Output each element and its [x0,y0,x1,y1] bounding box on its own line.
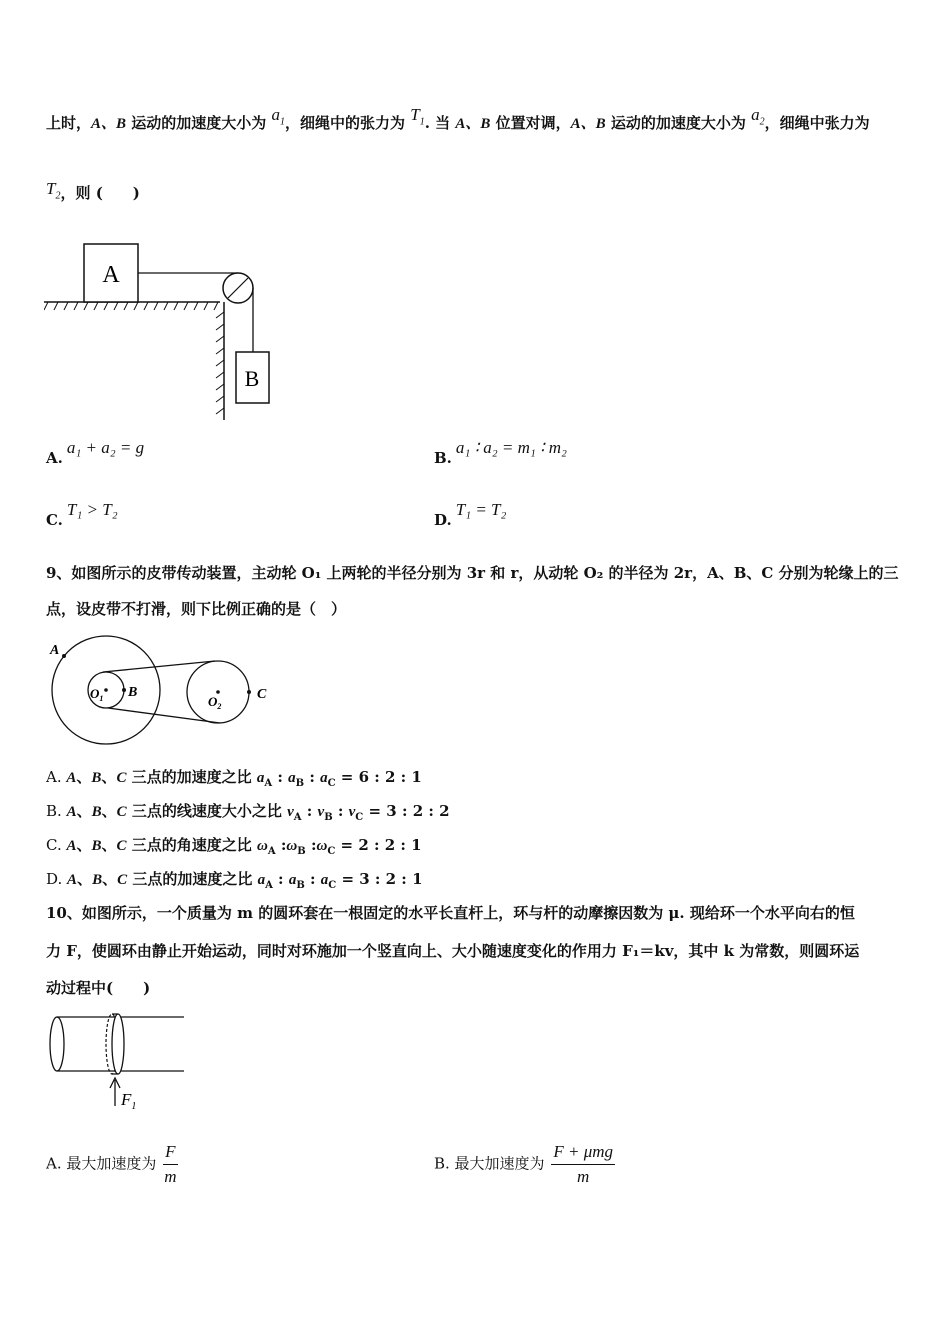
q8-option-d[interactable]: D.T₁ = T₂ [434,500,507,529]
q9-option-a-text: A、B、C 三点的加速度之比 $a_A$ : $a_B$ : $a_C = 6$ : 2 : 1 [66,768,422,789]
o2-label: $O_2$ [208,694,222,711]
q10-option-a[interactable]: A. 最大加速度为 $\frac{F}{m}$ [46,1142,177,1186]
q10-stem-line-3: 动过程中( ) [46,979,151,997]
q9-option-c[interactable]: C. A、B、C 三点的角速度之比 $\omega_A$ $:\omega_B$ $:\omega_C = 2$ : 2 : 1 [46,836,422,857]
q10-option-a-fraction: $\frac{F}{m}$ [164,1142,177,1186]
block-a-label: A [102,262,120,288]
q10-ring-rod-figure [44,1008,194,1118]
point-c-label: C [257,687,267,702]
q9-belt-drive-figure [44,632,284,752]
q10-option-b[interactable]: B. 最大加速度为 $\frac{\text{F + μmg}}{m}$ [434,1142,614,1186]
q10-stem-line-2: 力 F，使圆环由静止开始运动，同时对环施加一个竖直向上、大小随速度变化的作用力 F₁＝kv，其中 k 为常数，则圆环运 [46,942,860,960]
ring-front [112,1014,124,1074]
block-b-label: B [244,366,260,391]
q8-option-a[interactable]: A.a₁ + a₂ = g [46,438,145,467]
belt-top [103,661,215,672]
q9-option-d[interactable]: D. A、B、C 三点的加速度之比 $a_A$ : $a_B$ : $a_C = 3$ : 2 : 1 [46,870,423,891]
belt-bottom [108,708,220,723]
q9-stem-line-2: 点，设皮带不打滑，则下比例正确的是（ ） [46,600,347,618]
point-a-label: A [50,643,60,658]
q10-stem-line-1: 10、如图所示，一个质量为 m 的圆环套在一根固定的水平长直杆上，环与杆的动摩擦因数为 μ. 现给环一个水平向右的恒 [46,904,855,922]
q8-option-b[interactable]: B.a₁ ∶ a₂ = m₁ ∶ m₂ [434,438,567,467]
q9-stem-line-1: 9、如图所示的皮带传动装置，主动轮 O₁ 上两轮的半径分别为 3r 和 r，从动轮 O₂ 的半径为 2r，A、B、C 分别为轮缘上的三 [46,564,899,582]
force-label: $F_1$ [121,1090,137,1112]
rod-end [50,1017,64,1071]
q8-option-c[interactable]: C.T₁ > T₂ [46,500,118,529]
o1-label: $O_1$ [90,686,104,703]
q9-option-d-text: A、B、C 三点的加速度之比 $a_A$ : $a_B$ : $a_C = 3$ : 2 : 1 [67,870,423,891]
q9-option-a[interactable]: A. A、B、C 三点的加速度之比 $a_A$ : $a_B$ : $a_C = 6$ : 2 : 1 [46,768,422,789]
q8-stem-line-1: 上时，A、B 运动的加速度大小为 $a_1$，细绳中的张力为 $T_1$. 当 A、B 位置对调，A、B 运动的加速度大小为 $a_2$，细绳中张力为 [46,105,870,132]
q8-stem-line-2: $T_2$，则 ( ) [46,179,140,202]
point-b-label: B [128,685,138,700]
q9-option-b[interactable]: B. A、B、C 三点的线速度大小之比 $v_A$ : $v_B$ : $v_C = 3$ : 2 : 2 [46,802,450,823]
q10-option-b-fraction: $\frac{\text{F + μmg}}{m}$ [553,1142,614,1186]
q9-option-b-text: A、B、C 三点的线速度大小之比 $v_A$ : $v_B$ : $v_C = 3$ : 2 : 2 [66,802,450,823]
q9-option-c-text: A、B、C 三点的角速度之比 $\omega_A$ $:\omega_B$ $:\omega_C = 2$ : 2 : 1 [66,836,422,857]
q8-pulley-figure [44,236,284,426]
